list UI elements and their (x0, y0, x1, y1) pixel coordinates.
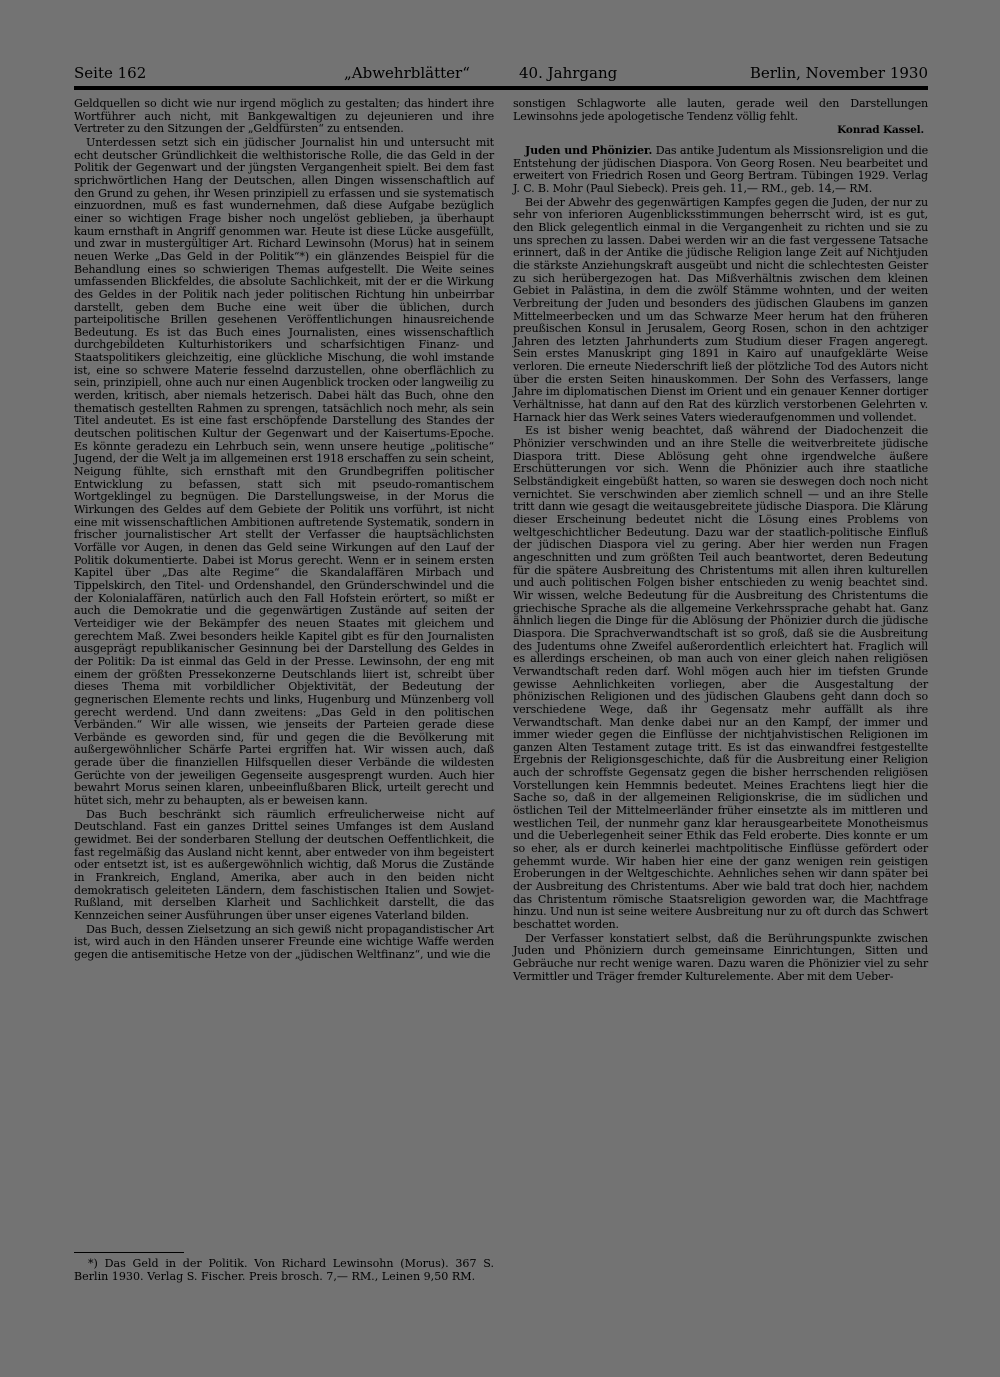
review-citation: Das antike Judentum als Missionsreligion und die Entstehung der jüdischen Diaspora. Von Georg Rosen. Neu bearbeitet und erweitert von Friedrich Rosen und Georg Bertram. Tübingen 1929. Verlag J. C. B. Mohr (Paul Siebeck). Preis geh. 11,— RM., geb. 14,— RM. (513, 143, 929, 195)
right-column (513, 98, 928, 984)
paragraph: Unterdessen setzt sich ein jüdischer Journalist hin und untersucht mit echt deutscher Gründlichkeit die welthistorische Rolle, die das Geld in der Politik der Gegenwart und der jüngsten Vergangenheit spielt. Bei dem fast sprichwörtlichen Hang der Deutschen, allen Dingen wissenschaftlich auf den Grund zu gehen, ihr Wesen prinzipiell zu erfassen und sie systematisch einzuordnen, muß es fast wundernehmen, daß diese Aufgabe bezüglich einer so wichtigen Frage bisher noch ungelöst geblieben, ja überhaupt kaum ernsthaft in Angriff genommen war. Heute ist diese Lücke ausgefüllt, und zwar in mustergültiger Art. Richard Lewinsohn (Morus) hat in seinem neuen Werke „Das Geld in der Politik“*) ein glänzendes Beispiel für die Behandlung eines so schwierigen Themas aufgestellt. Die Weite seines umfassenden Blickfeldes, die absolute Sachlichkeit, mit der er die Wirkung des Geldes in der Politik nach jeder politischen Richtung hin unbeirrbar darstellt, geben dem Buche eine weit über die üblichen, durch parteipolitische Brillen gesehenen Veröffentlichungen hinausreichende Bedeutung. Es ist das Buch eines Journalisten, eines wissenschaftlich durchgebildeten Kulturhistorikers und scharfsichtigen Finanz- und Staatspolitikers gleichzeitig, eine glückliche Mischung, die wohl imstande ist, eine so schwere Materie fesselnd darzustellen, ohne oberflächlich zu sein, prinzipiell, ohne auch nur einen Augenblick trocken oder langweilig zu werden, kritisch, aber niemals hetzerisch. Dabei hält das Buch, ohne den thematisch gestellten Rahmen zu sprengen, tatsächlich noch mehr, als sein Titel andeutet. Es ist eine fast erschöpfende Darstellung des Standes der deutschen politischen Kultur der Gegenwart und der Kaisertums-Epoche. Es könnte geradezu ein Lehrbuch sein, wenn unsere heutige „politische“ Jugend, der die Welt ja im allgemeinen erst 1918 erschaffen zu sein scheint, Neigung fühlte, sich ernsthaft mit den Grundbegriffen politischer Entwicklung zu befassen, statt sich mit pseudo-romantischem Wortgeklingel zu begnügen. Die Darstellungsweise, in der Morus die Wirkungen des Geldes auf dem Gebiete der Politik uns vorführt, ist nicht eine mit wissenschaftlichen Ambitionen auftretende Systematik, sondern in frischer journalistischer Art stellt der Verfasser die hauptsächlichsten Vorfälle vor Augen, in denen das Geld seine Wirkungen auf den Lauf der Politik dokumentierte. Dabei ist Morus gerecht. Wenn er in seinem ersten Kapitel über „Das alte Regime“ die Skandalaffären Mirbach und Tippelskirch, den Titel- und Ordenshandel, den Gründerschwindel und die der Kolonialaffären, natürlich auch den Fall Hofstein erörtert, so mißt er auch die Demokratie und die gegenwärtigen Zustände auf seiten der Verteidiger wie der Bekämpfer des neuen Staates mit gleichem und gerechtem Maß. Zwei besonders heikle Kapitel gibt es für den Journalisten ausgeprägt republikanischer Gesinnung bei der Darstellung des Geldes in der Politik: Da ist einmal das Geld in der Presse. Lewinsohn, der eng mit einem der größten Pressekonzerne Deutschlands liiert ist, schreibt über dieses Thema mit vorbildlicher Objektivität, der Bedeutung der gegnerischen Elemente rechts und links, Hugenburg und Münzenberg voll gerecht werdend. Und dann zweitens: „Das Geld in den politischen Verbänden.“ Wir alle wissen, wie jenseits der Parteien gerade diese Verbände es geworden sind, für und gegen die die Bevölkerung mit außergewöhnlicher Schärfe Partei ergriffen hat. Wir wissen auch, daß gerade über die finanziellen Hilfsquellen dieser Verbände die wildesten Gerüchte von der jeweiligen Gegenseite ausgesprengt wurden. Auch hier bewahrt Morus seinen klaren, unbeeinflußbaren Blick, urteilt gerecht und hütet sich, mehr zu behaupten, als er beweisen kann. (74, 135, 494, 808)
paragraph: Geldquellen so dicht wie nur irgend möglich zu gestalten; das hindert ihre Wortführer auch nicht, mit Bankgewaltigen zu dejeunieren und ihre Vertreter zu den Sitzungen der „Geldfürsten“ zu entsenden. (74, 97, 494, 136)
review-heading (513, 145, 928, 196)
signature: Konrad Kassel. (837, 124, 924, 137)
footnote-text: *) Das Geld in der Politik. Von Richard Lewinsohn (Morus). 367 S. Berlin 1930. Verlag S. Fischer. Preis brosch. 7,— RM., Leinen 9,50 RM. (74, 1257, 494, 1283)
place-date: Berlin, November 1930 (749, 64, 928, 82)
journal-title: „Abwehrblätter“ (344, 64, 470, 82)
paragraph: Das Buch beschränkt sich räumlich erfreulicherweise nicht auf Deutschland. Fast ein ganzes Drittel seines Umfanges ist dem Ausland gewidmet. Bei der sonderbaren Stellung der deutschen Oeffentlichkeit, die fast regelmäßig das Ausland nicht kennt, aber entweder von ihm begeistert oder entsetzt ist, ist es außergewöhnlich wichtig, daß Morus die Zustände in Frankreich, England, Amerika, aber auch in den beiden nicht demokratisch geleiteten Ländern, dem faschistischen Italien und Sowjet-Rußland, mit derselben Klarheit und Sachlichkeit darstellt, die das Kennzeichen seiner Ausführungen über unser eigenes Vaterland bilden. (74, 807, 494, 922)
paragraph: Es ist bisher wenig beachtet, daß während der Diadochenzeit die Phönizier verschwinden und an ihre Stelle die weitverbreitete jüdische Diaspora tritt. Diese Ablösung geht ohne irgendwelche äußere Erschütterungen vor sich. Wenn die Phönizier auch ihre staatliche Selbständigkeit eingebüßt hatten, so waren sie deswegen doch noch nicht vernichtet. Sie verschwinden aber ziemlich schnell — und an ihre Stelle tritt dann wie gesagt die weitausgebreitete jüdische Diaspora. Die Klärung dieser Erscheinung bedeutet nicht die Lösung eines Problems von weltgeschichtlicher Bedeutung. Dazu war der staatlich-politische Einfluß der jüdischen Diaspora viel zu gering. Aber hier werden nun Fragen angeschnitten und zum größten Teil auch beantwortet, deren Bedeutung für die spätere Ausbreitung des Christentums mit allen ihren kulturellen und auch politischen Folgen bisher entschieden zu wenig beachtet sind. Wir wissen, welche Bedeutung für die Ausbreitung des Christentums die griechische Sprache als die allgemeine Verkehrssprache gehabt hat. Ganz ähnlich liegen die Dinge für die Ablösung der Phönizier durch die jüdische Diaspora. Die Sprachverwandtschaft ist so groß, daß sie die Ausbreitung des Judentums ohne Zweifel außerordentlich erleichtert hat. Fraglich will es allerdings erscheinen, ob man auch von einer gleich nahen religiösen Verwandtschaft reden darf. Wohl mögen auch hier im tiefsten Grunde gewisse Aehnlichkeiten vorliegen, aber die Ausgestaltung der phönizischen Religionen und des jüdischen Glaubens geht dann doch so verschiedene Wege, daß ihr Gegensatz mehr auffällt als ihre Verwandtschaft. Man denke dabei nur an den Kampf, der immer und immer wieder gegen die Einflüsse der nichtjahvistischen Religionen im ganzen Alten Testament zutage tritt. Es ist das einwandfrei festgestellte Ergebnis der Religionsgeschichte, daß für die Ausbreitung einer Religion auch der schroffste Gegensatz gegen die bisher herrschenden religiösen Vorstellungen kein Hemmnis bedeutet. Meines Erachtens liegt hier die Sache so, daß in der allgemeinen Religionskrise, die im südlichen und östlichen Teil der Mittelmeerländer früher einsetzte als im mittleren und westlichen Teil, der nunmehr ganz klar herausgearbeitete Monotheismus und die Ueberlegenheit seiner Ethik das Feld eroberte. Dies konnte er um so eher, als er durch keinerlei machtpolitische Einflüsse gefördert oder gehemmt wurde. Wir haben hier eine der ganz wenigen rein geistigen Eroberungen in der Weltgeschichte. Aehnliches sehen wir dann später bei der Ausbreitung des Christentums. Aber wie bald trat doch hier, nachdem das Christentum römische Staatsreligion geworden war, die Machtfrage hinzu. Und nun ist seine weitere Ausbreitung nur zu oft durch das Schwert beschattet worden. (513, 424, 928, 931)
left-column (74, 98, 494, 963)
page-number: Seite 162 (74, 64, 147, 82)
footnote (74, 1258, 494, 1284)
page-header (74, 60, 928, 86)
footnote-rule (74, 1252, 184, 1253)
paragraph: Das Buch, dessen Zielsetzung an sich gewiß nicht propagandistischer Art ist, wird auch in den Händen unserer Freunde eine wichtige Waffe werden gegen die antisemitische Hetze von der „jüdischen Weltfinanz“, und wie die (74, 922, 494, 961)
header-rule (74, 86, 928, 90)
paragraph: Bei der Abwehr des gegenwärtigen Kampfes gegen die Juden, der nur zu sehr von inferioren Augenblicksstimmungen beherrscht wird, ist es gut, den Blick gelegentlich einmal in die Vergangenheit zu richten und sie zu uns sprechen zu lassen. Dabei werden wir an die fast vergessene Tatsache erinnert, daß in der Antike die jüdische Religion lange Zeit auf Nichtjuden die stärkste Anziehungskraft ausgeübt und nicht die schlechtesten Geister zu sich herübergezogen hat. Das Mißverhältnis zwischen dem kleinen Gebiet in Palästina, in dem die zwölf Stämme wohnten, und der weiten Verbreitung der Juden und besonders des jüdischen Glaubens im ganzen Mittelmeerbecken und um das Schwarze Meer herum hat den früheren preußischen Konsul in Jerusalem, Georg Rosen, schon in den achtziger Jahren des letzten Jahrhunderts zum Studium dieser Fragen angeregt. Sein erstes Manuskript ging 1891 in Kairo auf unaufgeklärte Weise verloren. Die erneute Niederschrift ließ der plötzliche Tod des Autors nicht über die ersten Seiten hinauskommen. Der Sohn des Verfassers, lange Jahre im diplomatischen Dienst im Orient und ein genauer Kenner dortiger Verhältnisse, hat dann auf den Rat des kürzlich verstorbenen Gelehrten v. Harnack hier das Werk seines Vaters wiederaufgenommen und vollendet. (513, 195, 928, 424)
review-lead: Juden und Phönizier. (525, 143, 653, 157)
volume: 40. Jahrgang (519, 64, 618, 82)
paragraph: sonstigen Schlagworte alle lauten, gerade weil den Darstellungen Lewinsohns jede apologetische Tendenz völlig fehlt. (513, 97, 928, 123)
paragraph: Der Verfasser konstatiert selbst, daß die Berührungspunkte zwischen Juden und Phöniziern durch gemeinsame Einrichtungen, Sitten und Gebräuche nur recht wenige waren. Dazu waren die Phönizier viel zu sehr Vermittler und Träger fremder Kulturelemente. Aber mit dem Ueber- (513, 931, 928, 983)
